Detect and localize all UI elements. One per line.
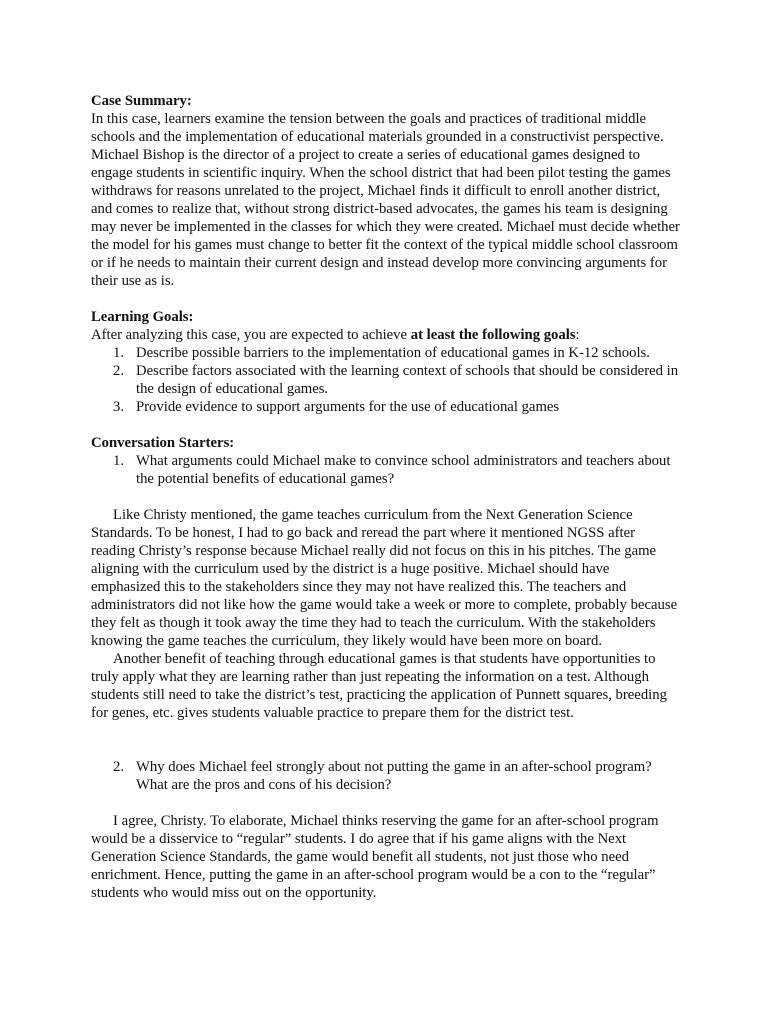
- spacer: [91, 722, 681, 740]
- list-item: [91, 398, 681, 416]
- question-number: 1.: [113, 453, 125, 469]
- response-1-paragraph-2: Another benefit of teaching through educational games is that students have opportunities to truly apply what they are learning rather than just repeating the information on a test. Although students still need to take the district’s test, practicing the application of Punnett squares, breeding for genes, etc. gives students valuable practice to prepare them for the district test.: [91, 651, 667, 721]
- question-2: [91, 758, 681, 794]
- learning-goals-intro: [91, 326, 681, 344]
- learning-goals-intro-text: After analyzing this case, you are expected to achieve: [91, 327, 411, 343]
- learning-goals-intro-emphasis: at least the following goals: [410, 327, 576, 343]
- document-page: [91, 92, 681, 902]
- list-item-number: 2.: [113, 363, 125, 379]
- learning-goals-intro-colon: :: [575, 327, 580, 343]
- response-2-paragraph-1: I agree, Christy. To elaborate, Michael thinks reserving the game for an after-school program would be a disservice to “regular” students. I do agree that if his game aligns with the Next Generation Science Standards, the game would benefit all students, not just those who need enrichment. Hence, putting the game in an after-school program would be a con to the “regular” students who would miss out on the opportunity.: [91, 813, 659, 901]
- spacer: [91, 416, 681, 434]
- list-item: [91, 344, 681, 362]
- learning-goals-heading: Learning Goals:: [91, 309, 194, 325]
- case-summary-text: In this case, learners examine the tension between the goals and practices of traditional middle schools and the implementation of educational materials grounded in a constructivist perspective. Michael Bishop is the director of a project to create a series of educational games designed to engage students in scientific inquiry. When the school district that had been pilot testing the games withdraws for reasons unrelated to the project, Michael finds it difficult to enroll another district, and comes to realize that, without strong district-based advocates, the games his team is designing may never be implemented in the classes for which they were created. Michael must decide whether the model for his games must change to better fit the context of the typical middle school classroom or if he needs to maintain their current design and instead develop more convincing arguments for their use as is.: [91, 111, 680, 289]
- learning-goals-list: [91, 344, 681, 416]
- question-text: What arguments could Michael make to convince school administrators and teachers about the potential benefits of educational games?: [136, 453, 671, 487]
- spacer: [91, 290, 681, 308]
- list-item: [91, 362, 681, 398]
- spacer: [91, 794, 681, 812]
- list-item-number: 3.: [113, 399, 125, 415]
- spacer: [91, 488, 681, 506]
- response-1-paragraph-1: Like Christy mentioned, the game teaches curriculum from the Next Generation Science Standards. To be honest, I had to go back and reread the part where it mentioned NGSS after reading Christy’s response because Michael really did not focus on this in his pitches. The game aligning with the curriculum used by the district is a huge positive. Michael should have emphasized this to the stakeholders since they may not have realized this. The teachers and administrators did not like how the game would take a week or more to complete, probably because they felt as though it took away the time they had to teach the curriculum. With the stakeholders knowing the game teaches the curriculum, they likely would have been more on board.: [91, 507, 678, 649]
- question-1: [91, 452, 681, 488]
- conversation-starters-heading: Conversation Starters:: [91, 435, 235, 451]
- list-item-number: 1.: [113, 345, 125, 361]
- list-item-text: Describe factors associated with the learning context of schools that should be considered in the design of educational games.: [136, 363, 679, 397]
- question-text: Why does Michael feel strongly about not putting the game in an after-school program? What are the pros and cons of his decision?: [136, 759, 652, 793]
- question-number: 2.: [113, 759, 125, 775]
- case-summary-heading: Case Summary:: [91, 93, 192, 109]
- list-item-text: Describe possible barriers to the implementation of educational games in K-12 schools.: [136, 345, 650, 361]
- spacer: [91, 740, 681, 758]
- list-item-text: Provide evidence to support arguments for the use of educational games: [136, 399, 560, 415]
